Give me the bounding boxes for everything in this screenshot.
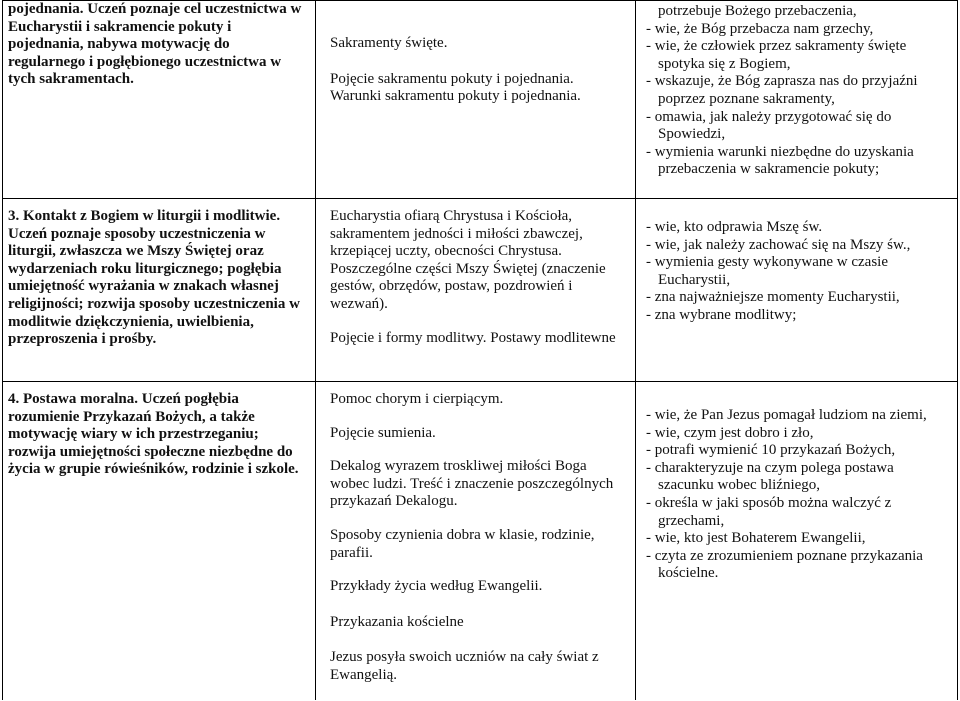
- outcome-line: - zna najważniejsze momenty Eucharystii,: [646, 289, 900, 306]
- content-item: Pomoc chorym i cierpiącym.: [330, 391, 504, 407]
- outcome-line: - wymienia warunki niezbędne do uzyskania: [646, 143, 914, 160]
- goal-cell: [3, 199, 316, 382]
- outcome-line: - wie, kto jest Bohaterem Ewangelii,: [646, 530, 866, 547]
- goal-cell: [3, 382, 316, 701]
- content-item: Sposoby czynienia dobra w klasie, rodzinie, parafii.: [330, 526, 595, 561]
- content-item: Przykazania kościelne: [330, 613, 464, 630]
- goal-text: 3. Kontakt z Bogiem w liturgii i modlitwie. Uczeń poznaje sposoby uczestniczenia w liturgii, zwłaszcza we Mszy Świętej oraz wydarzeniach roku liturgicznego; pogłębia umiejętność wyrażania w znakach własnej religijności; rozwija sposoby uczestniczenia w modlitwie dziękczynienia, uwielbienia, przeproszenia i prośby.: [8, 208, 300, 348]
- goal-text: pojednania. Uczeń poznaje cel uczestnictwa w Eucharystii i sakramencie pokuty i pojednania, nabywa motywację do regularnego i pogłębionego uczestnictwa w tych sakramentach.: [8, 1, 302, 88]
- outcome-line: spotyka się z Bogiem,: [658, 55, 791, 72]
- outcomes-cell: [636, 382, 958, 701]
- outcome-line: - zna wybrane modlitwy;: [646, 306, 797, 323]
- content-item: Pojęcie sakramentu pokuty i pojednania. Warunki sakramentu pokuty i pojednania.: [330, 70, 581, 105]
- content-item: Pojęcie sumienia.: [330, 424, 436, 441]
- outcome-line: - wie, że Bóg przebacza nam grzechy,: [646, 20, 874, 37]
- outcome-line: - określa w jaki sposób można walczyć z: [646, 494, 892, 511]
- outcome-line: - wie, że człowiek przez sakramenty święte: [646, 38, 907, 55]
- outcome-line: - wie, że Pan Jezus pomagał ludziom na ziemi,: [646, 407, 927, 423]
- outcome-line: - potrafi wymienić 10 przykazań Bożych,: [646, 442, 896, 459]
- outcome-line: - czyta ze zrozumieniem poznane przykazania: [646, 547, 923, 564]
- outcomes-cell: [636, 1, 958, 199]
- outcome-line: - wymienia gesty wykonywane w czasie: [646, 254, 889, 271]
- outcome-line: - wskazuje, że Bóg zaprasza nas do przyjaźni: [646, 73, 918, 90]
- outcome-line: Spowiedzi,: [658, 126, 726, 143]
- outcomes-cell: [636, 199, 958, 382]
- table-row: [3, 199, 958, 382]
- outcome-line: potrzebuje Bożego przebaczenia,: [658, 3, 857, 19]
- outcome-line: - wie, kto odprawia Mszę św.: [646, 219, 823, 235]
- table-row: [3, 1, 958, 199]
- outcome-line: - wie, czym jest dobro i zło,: [646, 424, 814, 441]
- outcome-line: - wie, jak należy zachować się na Mszy św.,: [646, 236, 911, 253]
- outcome-line: przebaczenia w sakramencie pokuty;: [658, 161, 880, 178]
- outcome-line: Eucharystii,: [658, 271, 731, 288]
- table-row: [3, 382, 958, 701]
- content-item: Jezus posyła swoich uczniów na cały świat z Ewangelią.: [330, 649, 599, 683]
- content-item: Przykłady życia według Ewangelii.: [330, 578, 543, 595]
- content-cell: [316, 199, 636, 382]
- outcome-line: - omawia, jak należy przygotować się do: [646, 108, 892, 125]
- outcome-line: - charakteryzuje na czym polega postawa: [646, 459, 894, 476]
- outcome-line: grzechami,: [658, 512, 725, 529]
- goal-text: 4. Postawa moralna. Uczeń pogłębia rozumienie Przykazań Bożych, a także motywację wiary w ich przestrzeganiu; rozwija umiejętności społeczne niezbędne do życia w grupie rówieśników, rodzinie i szkole.: [8, 391, 299, 478]
- content-item: Sakramenty święte.: [330, 35, 448, 51]
- outcome-line: poprzez poznane sakramenty,: [658, 90, 835, 107]
- content-item: Eucharystia ofiarą Chrystusa i Kościoła, sakramentem jedności i miłości zbawczej, krzepiącej uczty, obecności Chrystusa. Poszczególne części Mszy Świętej (znaczenie gestów, obrzędów, postaw, pozdrowień i wezwań).: [330, 208, 606, 312]
- content-item: Pojęcie i formy modlitwy. Postawy modlitewne: [330, 329, 616, 346]
- content-cell: [316, 382, 636, 701]
- content-cell: [316, 1, 636, 199]
- content-item: Dekalog wyrazem troskliwej miłości Boga wobec ludzi. Treść i znaczenie poszczególnych przykazań Dekalogu.: [330, 458, 614, 510]
- outcome-line: szacunku wobec bliźniego,: [658, 477, 821, 494]
- outcome-line: kościelne.: [658, 565, 719, 582]
- curriculum-table: [2, 0, 958, 700]
- goal-cell: [3, 1, 316, 199]
